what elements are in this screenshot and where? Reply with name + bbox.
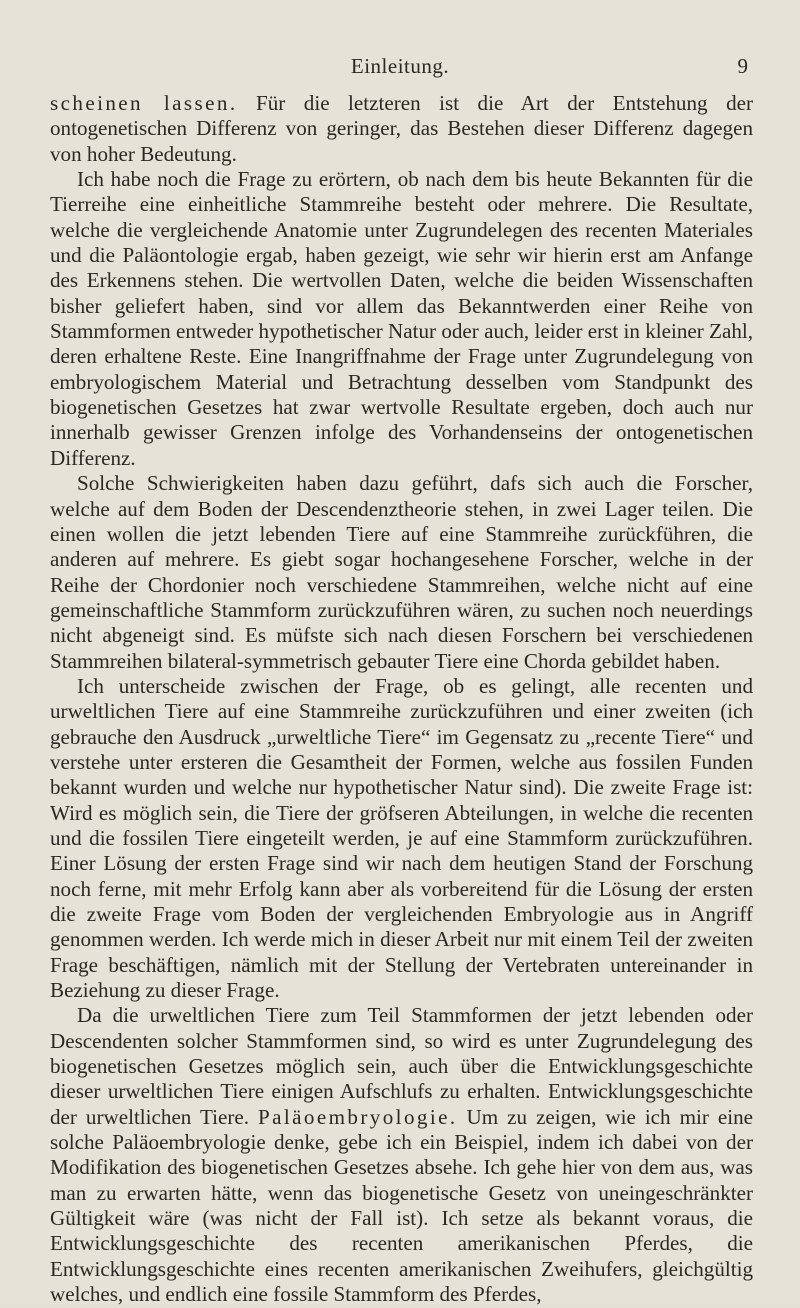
body-text [50,91,753,1308]
spaced-lead-text: scheinen lassen. [50,91,238,115]
paragraph-1-text: Für die letzteren ist die Art der Entstehung der ontogenetischen Differenz von geringer, das Bestehen dieser Differenz dagegen von hoher Bedeutung. [50,91,753,166]
page-number: 9 [737,54,748,78]
paragraph-5-text-after: Um zu zeigen, wie ich mir eine solche Paläoembryologie denke, gebe ich ein Beispiel, indem ich dabei von der Modifikation des biogenetischen Gesetzes absehe. Ich gehe hier von dem aus, was man zu erwarten hätte, wenn das biogenetische Gesetz von uneingeschränkter Gültigkeit wäre (was nicht der Fall ist). Ich setze als bekannt voraus, die Entwicklungsgeschichte des recenten amerikanischen Pferdes, die Entwicklungsgeschichte eines recenten amerikanischen Zweihufers, gleichgültig welches, und endlich eine fossile Stammform des Pferdes, [50,1104,753,1307]
paragraph-3: Solche Schwierigkeiten haben dazu geführt, dafs sich auch die Forscher, welche auf dem Boden der Descendenztheorie stehen, in zwei Lager teilen. Die einen wollen die jetzt lebenden Tiere auf eine Stammreihe zurückführen, die anderen auf mehrere. Es giebt sogar hochangesehene Forscher, welche in der Reihe der Chordonier noch verschiedene Stammreihen, welche nicht auf eine gemeinschaftliche Stammform zurückzuführen wären, zu suchen noch neuerdings nicht abgeneigt sind. Es müfste sich nach diesen Forschern bei verschiedenen Stammreihen bilateral-symmetrisch gebauter Tiere eine Chorda gebildet haben. [50,471,753,673]
paragraph-5-text-before: Da die urweltlichen Tiere zum Teil Stammformen der jetzt lebenden oder Descendenten solcher Stammformen sind, so wird es unter Zugrundelegung des biogenetischen Gesetzes möglich sein, auch über die Entwicklungsgeschichte dieser urweltlichen Tiere einigen Aufschlufs zu erhalten. Entwicklungsgeschichte der urweltlichen Tiere. [50,1003,753,1129]
page-header [0,54,800,84]
spaced-term: Paläoembryologie. [257,1104,458,1129]
paragraph-5 [50,1003,753,1307]
paragraph-1 [50,91,753,167]
paragraph-2: Ich habe noch die Frage zu erörtern, ob nach dem bis heute Bekannten für die Tierreihe eine einheitliche Stammreihe besteht oder mehrere. Die Resultate, welche die vergleichende Anatomie unter Zugrundelegen des recenten Materiales und die Paläontologie ergab, haben gezeigt, wie sehr wir hierin erst am Anfange des Erkennens stehen. Die wertvollen Daten, welche die beiden Wissenschaften bisher geliefert haben, sind vor allem das Bekanntwerden einer Reihe von Stammformen entweder hypothetischer Natur oder auch, leider erst in kleiner Zahl, deren erhaltene Reste. Eine Inangriffnahme der Frage unter Zugrundelegung von embryologischem Material und Betrachtung desselben vom Standpunkt des biogenetischen Gesetzes hat zwar wertvolle Resultate ergeben, doch auch nur innerhalb gewisser Grenzen infolge des Vorhandenseins der ontogenetischen Differenz. [50,167,753,470]
paragraph-4: Ich unterscheide zwischen der Frage, ob es gelingt, alle recenten und urweltlichen Tiere auf eine Stammreihe zurückzuführen und einer zweiten (ich gebrauche den Ausdruck „urweltliche Tiere“ im Gegensatz zu „recente Tiere“ und verstehe unter ersteren die Gesamtheit der Formen, welche aus fossilen Funden bekannt wurden und welche nur hypothetischer Natur sind). Die zweite Frage ist: Wird es möglich sein, die Tiere der gröfseren Abteilungen, in welche die recenten und die fossilen Tiere eingeteilt werden, je auf eine Stammform zurückzuführen. Einer Lösung der ersten Frage sind wir nach dem heutigen Stand der Forschung noch ferne, mit mehr Erfolg kann aber als vorbereitend für die Lösung der ersten die zweite Frage vom Boden der vergleichenden Embryologie aus in Angriff genommen werden. Ich werde mich in dieser Arbeit nur mit einem Teil der zweiten Frage beschäftigen, nämlich mit der Stellung der Vertebraten untereinander in Beziehung zu dieser Frage. [50,673,753,1003]
running-head: Einleitung. [350,54,450,78]
